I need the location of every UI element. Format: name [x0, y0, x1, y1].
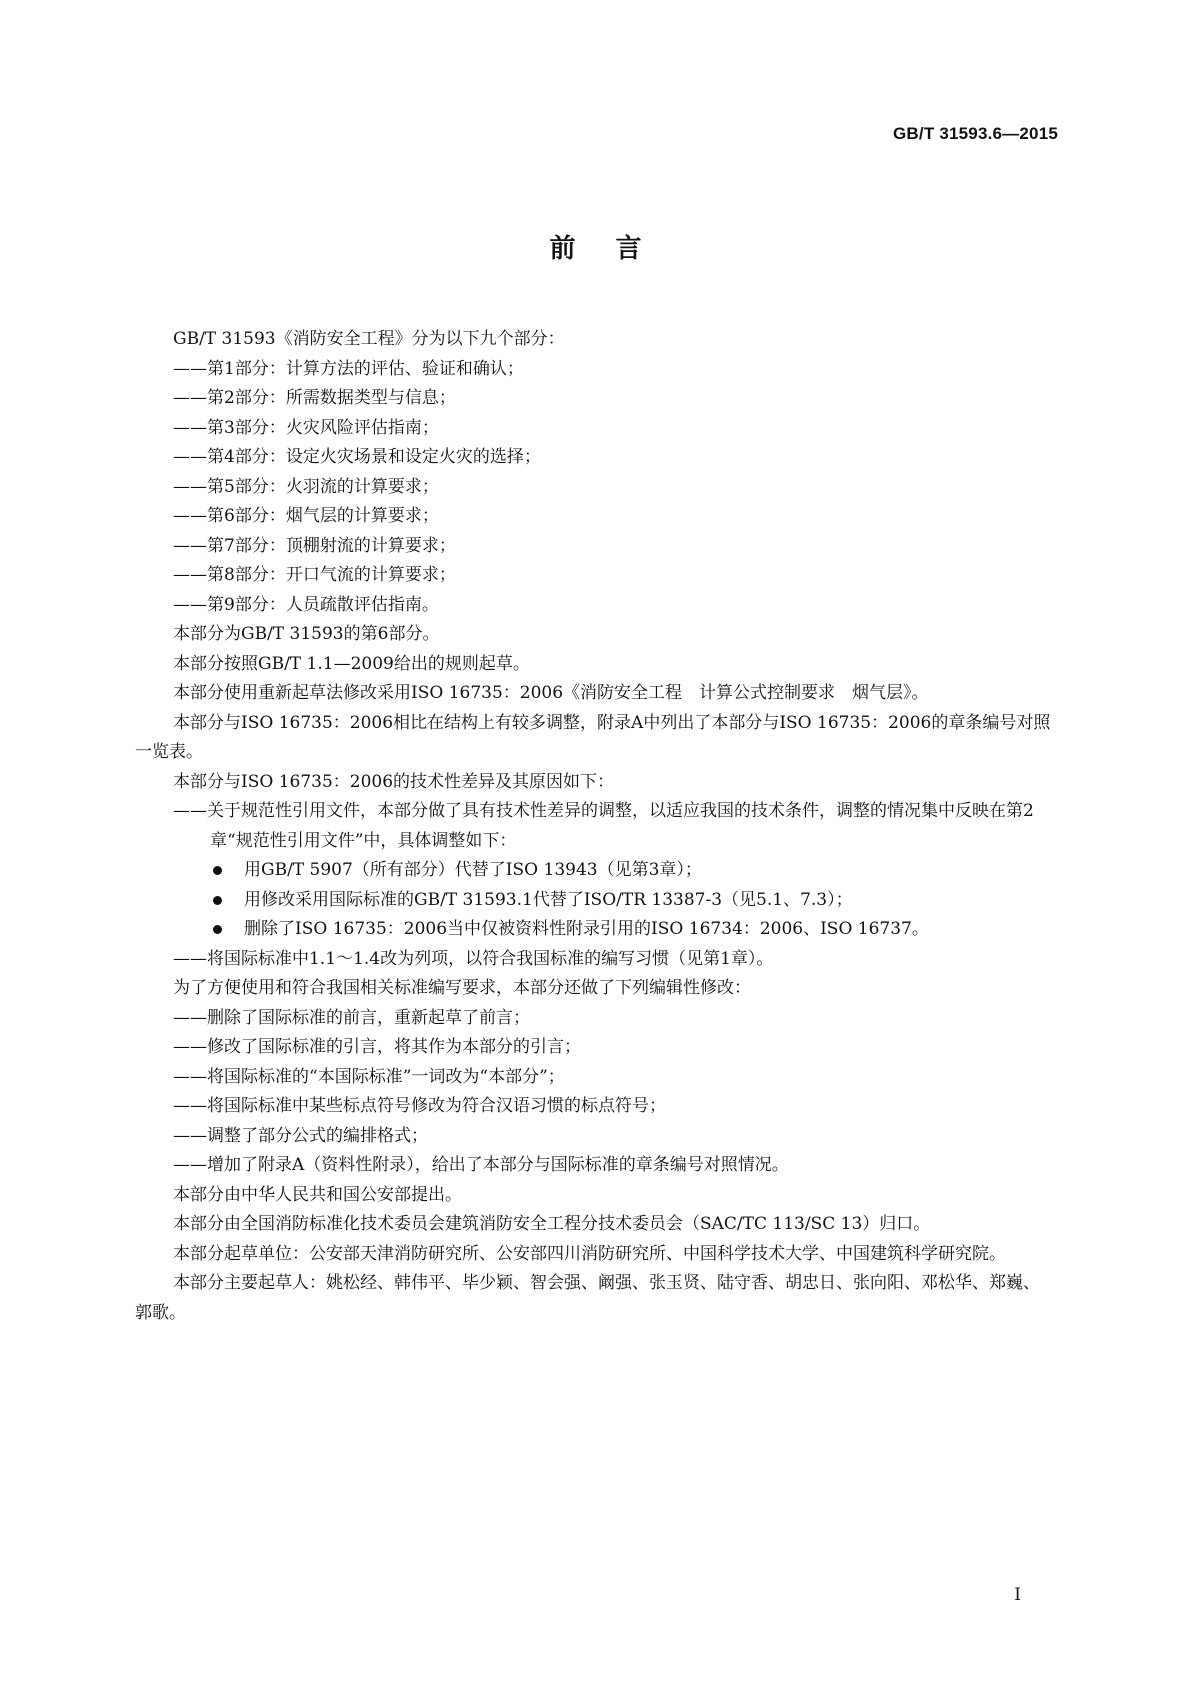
bullet-item [135, 915, 1055, 945]
bullet-text: 删除了ISO 16735：2006当中仅被资料性附录引用的ISO 16734：2006、ISO 16737。 [244, 919, 929, 939]
bullet-list [135, 856, 1055, 945]
editorial-intro: 为了方便使用和符合我国相关标准编写要求，本部分还做了下列编辑性修改： [173, 978, 751, 998]
paragraph: 本部分使用重新起草法修改采用ISO 16735：2006《消防安全工程 计算公式控制要求 烟气层》。 [173, 683, 929, 703]
editorial-item: ——增加了附录A（资料性附录），给出了本部分与国际标准的章条编号对照情况。 [173, 1155, 789, 1175]
paragraph: 本部分由全国消防标准化技术委员会建筑消防安全工程分技术委员会（SAC/TC 113/SC 13）归口。 [173, 1214, 931, 1234]
bullet-text: 用GB/T 5907（所有部分）代替了ISO 13943（见第3章）； [244, 860, 702, 880]
bullet-dot-icon [213, 896, 222, 905]
editorial-item: ——将国际标准的“本国际标准”一词改为“本部分”； [173, 1066, 565, 1087]
editorial-item: ——删除了国际标准的前言，重新起草了前言； [173, 1007, 530, 1028]
bullet-item [135, 886, 1055, 916]
bullet-dot-icon [213, 866, 222, 875]
paragraph: 本部分起草单位：公安部天津消防研究所、公安部四川消防研究所、中国科学技术大学、中国建筑科学研究院。 [173, 1243, 1006, 1264]
paragraph: 本部分由中华人民共和国公安部提出。 [173, 1184, 462, 1205]
tech-diff-item: ——将国际标准中1.1～1.4改为列项，以符合我国标准的编写习惯（见第1章）。 [173, 948, 774, 969]
bullet-item [135, 856, 1055, 886]
part-item: ——第4部分：设定火灾场景和设定火灾的选择； [173, 447, 541, 467]
editorial-item: ——调整了部分公式的编排格式； [173, 1125, 428, 1146]
paragraph: 本部分按照GB/T 1.1—2009给出的规则起草。 [173, 653, 530, 674]
paragraph: 本部分主要起草人：姚松经、韩伟平、毕少颖、智会强、阚强、张玉贤、陆守香、胡忠日、张向阳、邓松华、郑巍、郭歌。 [135, 1273, 1040, 1323]
part-item: ——第8部分：开口气流的计算要求； [173, 565, 456, 585]
intro-paragraph: GB/T 31593《消防安全工程》分为以下九个部分： [173, 329, 565, 349]
part-item: ——第1部分：计算方法的评估、验证和确认； [173, 358, 524, 379]
part-item: ——第9部分：人员疏散评估指南。 [173, 594, 439, 615]
bullet-dot-icon [213, 925, 222, 934]
part-item: ——第3部分：火灾风险评估指南； [173, 417, 439, 438]
editorial-item: ——将国际标准中某些标点符号修改为符合汉语习惯的标点符号； [173, 1096, 666, 1116]
part-item: ——第5部分：火羽流的计算要求； [173, 476, 439, 497]
paragraph: 本部分为GB/T 31593的第6部分。 [173, 624, 440, 644]
standard-number: GB/T 31593.6—2015 [893, 124, 1058, 143]
page-number: I [1014, 1585, 1021, 1605]
paragraph: 本部分与ISO 16735：2006的技术性差异及其原因如下： [173, 771, 615, 792]
part-item: ——第6部分：烟气层的计算要求； [173, 506, 439, 526]
editorial-item: ——修改了国际标准的引言，将其作为本部分的引言； [173, 1037, 581, 1057]
tech-diff-item: ——关于规范性引用文件，本部分做了具有技术性差异的调整，以适应我国的技术条件，调整的情况集中反映在第2章“规范性引用文件”中，具体调整如下： [173, 801, 1034, 851]
page-title: 前言 [549, 234, 682, 264]
bullet-text: 用修改采用国际标准的GB/T 31593.1代替了ISO/TR 13387-3（见5.1、7.3）； [244, 889, 853, 910]
foreword-body [135, 325, 1055, 1328]
part-item: ——第2部分：所需数据类型与信息； [173, 388, 456, 408]
paragraph: 本部分与ISO 16735：2006相比在结构上有较多调整，附录A中列出了本部分与ISO 16735：2006的章条编号对照一览表。 [135, 712, 1051, 762]
part-item: ——第7部分：顶棚射流的计算要求； [173, 535, 456, 556]
